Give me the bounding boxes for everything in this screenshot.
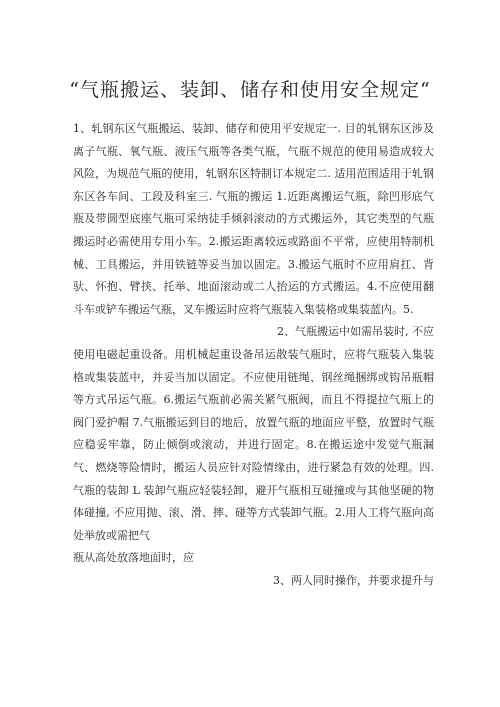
paragraph-2: 使用电磁起重设备。用机械起重设备吊运散装气瓶时，应将气瓶装入集装格或集装蓝中，并妥当加以固定。不应使用链绳、钢丝绳捆绑或钩吊瓶帽等方式吊运气瓶。6.搬运气瓶前必需关紧气瓶阀，而且不得提拉气瓶上的阀门爱护帽 7.气瓶搬运到目的地后，放置气瓶的地面应平整，放置时气瓶应稳妥牢靠，防止倾倒或滚动，并进行固定。8.在搬运途中发觉气瓶漏气、燃烧等险情时，搬运人员应针对险情缘由，进行紧急有效的处理。四. 气瓶的装卸 L 装卸气瓶应轻装轻卸，避开气瓶相互碰撞或与其他坚硬的物体碰撞, 不应用抛、滚、滑、摔、碰等方式装卸气瓶。2.用人工将气瓶向高处举放或需把气 [73, 347, 434, 542]
paragraph-3: 瓶从高处放落地面时，应 [73, 551, 194, 565]
paragraph-2-heading: 2、气瓶搬运中如需吊装时, 不应 [277, 325, 434, 339]
paragraph-1: 1、轧钢东区气瓶搬运、装卸、储存和使用平安规定一. 目的轧钢东区涉及离子气瓶、氧气瓶、液压气瓶等各类气瓶，气瓶不规范的使用易造成较大风险，为规范气瓶的使用，轧钢东区特制订本规定二. 适用范围适用于轧钢东区各车间、工段及科室三. 气瓶的搬运 1.近距离搬运气瓶，除凹形底气瓶及带圆型底座气瓶可采纳徒手倾斜滚动的方式搬运外，其它类型的气瓶搬运时必需使用专用小车。2.搬运距离较远或路面不平常，应使用特制机械、工具搬运，并用铁链等妥当加以固定。3.搬运气瓶时不应用肩扛、背驮、怀抱、臂挟、托举、地面滚动或二人抬运的方式搬运。4.不应使用翻斗车或铲车搬运气瓶，叉车搬运时应将气瓶装入集装格或集装蓝内。5. [73, 122, 434, 316]
document-title: “气瓶搬运、装卸、储存和使用安全规定“ [69, 79, 431, 101]
document-body [73, 118, 434, 592]
paragraph-4-heading: 3、两人同时操作，并要求提升与 [273, 573, 434, 587]
